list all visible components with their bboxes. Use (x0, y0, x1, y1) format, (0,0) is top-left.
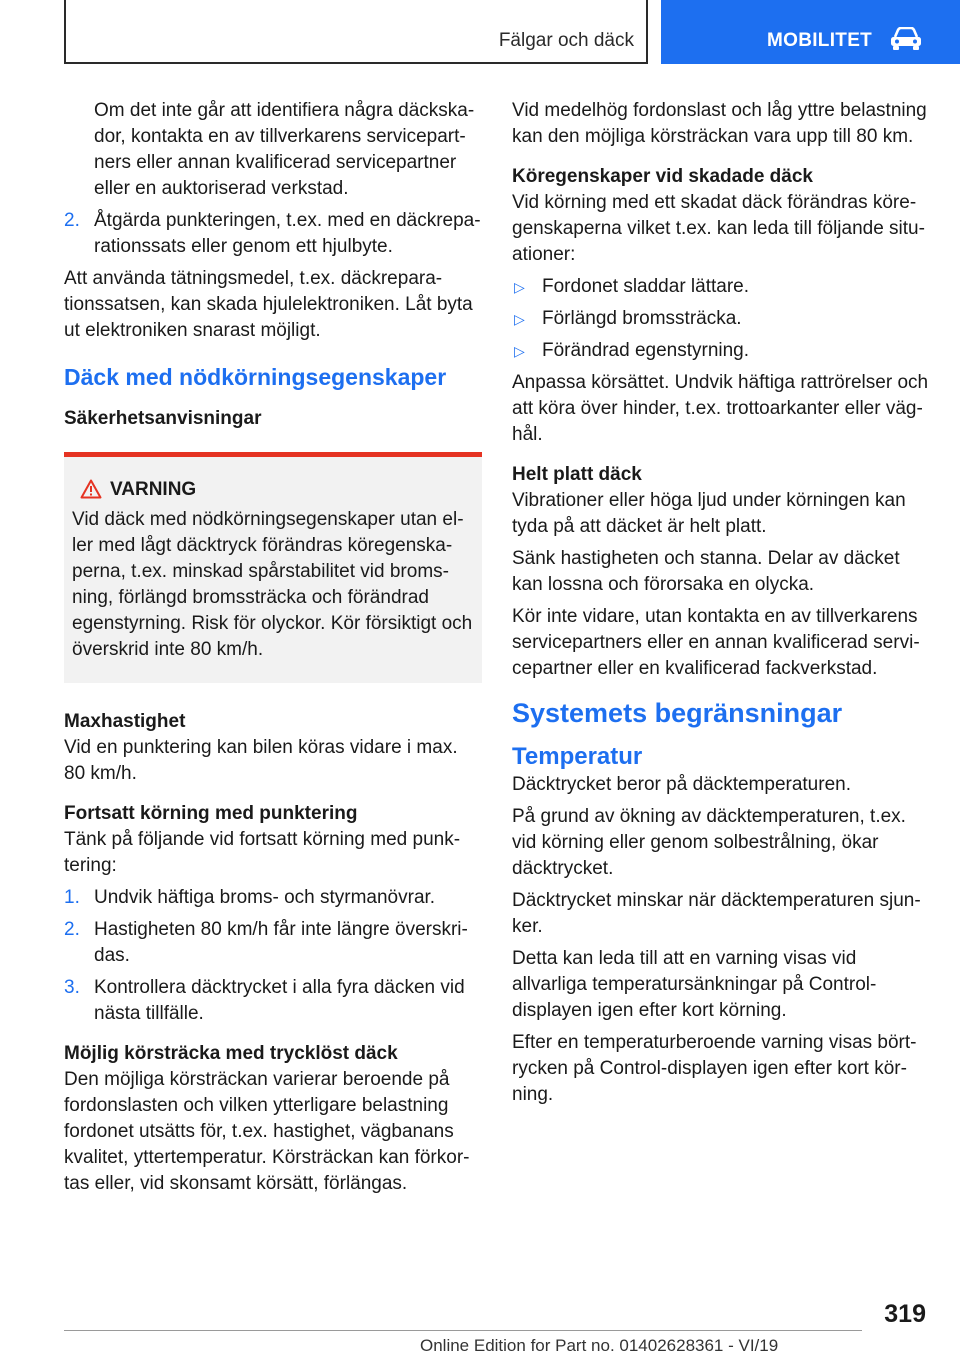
left-column (64, 98, 482, 1203)
list-item-text: Undvik häftiga broms- och styrmanövrar. (94, 887, 436, 908)
subheading: Möjlig körsträcka med trycklöst däck (64, 1043, 398, 1064)
paragraph: Vid en punktering kan bilen köras vidare i max. 80 km/h. (64, 737, 458, 784)
paragraph: På grund av ökning av däcktemperaturen, t.ex. vid körning eller genom solbestrålning, ökar däcktrycket. (512, 806, 906, 879)
warning-text: Vid däck med nödkörningsegenskaper utan eller med lågt däcktryck förändras köregenskaperna, t.ex. minskad spårstabilitet vid bromsning, förlängd bromssträcka och förändrad egenstyrning. Risk för olyckor. Kör försiktigt och överskrid inte 80 km/h. (72, 509, 473, 660)
list-item (64, 885, 482, 911)
bullet-triangle-icon: ▷ (514, 343, 525, 359)
paragraph: Vid körning med ett skadat däck förändras köregenskaperna vilket t.ex. kan leda till följande situationer: (512, 192, 925, 265)
numbered-list (64, 885, 482, 1027)
list-item (64, 975, 482, 1027)
paragraph: Detta kan leda till att en varning visas vid allvarliga temperatursänkningar på Control-displayen igen efter kort körning. (512, 948, 877, 1021)
subheading: Maxhastighet (64, 711, 186, 732)
list-number: 3. (64, 977, 80, 998)
paragraph: Att använda tätningsmedel, t.ex. däckreparationssatsen, kan skada hjulelektroniken. Låt byta ut elektroniken snarast möjligt. (64, 268, 473, 341)
list-item (512, 338, 932, 364)
paragraph: Vibrationer eller höga ljud under körningen kan tyda på att däcket är helt platt. (512, 490, 906, 537)
paragraph: Efter en temperaturberoende varning visas börtrycken på Control-displayen igen efter kort körning. (512, 1032, 917, 1105)
paragraph: Vid medelhög fordonslast och låg yttre belastning kan den möjliga körsträckan vara upp till 80 km. (512, 100, 927, 147)
subsection-heading: Temperatur (512, 743, 643, 770)
edition-note: Online Edition for Part no. 01402628361 - VI/19 (420, 1336, 779, 1355)
list-item (512, 274, 932, 300)
list-item (64, 208, 482, 260)
car-icon (889, 27, 923, 51)
subheading: Helt platt däck (512, 464, 642, 485)
chapter-tab-label: MOBILITET (767, 30, 873, 51)
list-item (64, 917, 482, 969)
paragraph: Däcktrycket minskar när däcktemperaturen sjunker. (512, 890, 921, 937)
right-column (512, 98, 932, 1114)
subheading: Köregenskaper vid skadade däck (512, 166, 813, 187)
page-number: 319 (884, 1300, 926, 1328)
list-number: 2. (64, 919, 80, 940)
paragraph: Om det inte går att identifiera några däckskador, kontakta en av tillverkarens servicepartners eller annan kvalificerad servicepartner eller en auktoriserad verkstad. (94, 100, 475, 199)
bullet-list (512, 274, 932, 364)
list-item-text: Förändrad egenstyrning. (542, 340, 750, 361)
list-item-text: Hastigheten 80 km/h får inte längre överskridas. (94, 919, 468, 966)
warning-triangle-icon (80, 479, 102, 499)
subheading: Fortsatt körning med punktering (64, 803, 358, 824)
paragraph: Tänk på följande vid fortsatt körning med punktering: (64, 829, 461, 876)
list-item-text: Fordonet sladdar lättare. (542, 276, 750, 297)
bullet-triangle-icon: ▷ (514, 311, 525, 327)
chapter-tab[interactable] (661, 0, 960, 64)
bullet-triangle-icon: ▷ (514, 279, 525, 295)
paragraph: Kör inte vidare, utan kontakta en av tillverkarens servicepartners eller en annan kvalificerad servicepartner eller en kvalificerad fackverkstad. (512, 606, 920, 679)
list-item-text: Åtgärda punkteringen, t.ex. med en däckreparationssats eller genom ett hjulbyte. (94, 210, 481, 257)
subheading: Säkerhetsanvisningar (64, 408, 262, 429)
list-number: 1. (64, 887, 80, 908)
header-section-box (64, 0, 648, 64)
warning-box (64, 452, 482, 683)
list-item-text: Förlängd bromssträcka. (542, 308, 742, 329)
paragraph: Den möjliga körsträckan varierar beroende på fordonslasten och vilken ytterligare belastning fordonet utsätts för, t.ex. hastighet, vägbanans kvalitet, yttertemperatur. Körsträckan kan förkortas eller, vid skonsamt körsätt, förlängas. (64, 1069, 470, 1194)
warning-title-text: VARNING (110, 479, 197, 500)
footer-divider (64, 1330, 862, 1331)
section-title: Fälgar och däck (498, 30, 634, 51)
paragraph: Anpassa körsättet. Undvik häftiga rattrörelser och att köra över hinder, t.ex. trottoarkanter eller väghål. (512, 372, 929, 445)
paragraph: Däcktrycket beror på däcktemperaturen. (512, 774, 851, 795)
list-item (512, 306, 932, 332)
section-heading: Systemets begränsningar (512, 698, 843, 728)
warning-title (72, 477, 476, 503)
list-number: 2. (64, 210, 80, 231)
list-item-text: Kontrollera däcktrycket i alla fyra däcken vid nästa tillfälle. (94, 977, 465, 1024)
paragraph: Sänk hastigheten och stanna. Delar av däcket kan lossna och förorsaka en olycka. (512, 548, 900, 595)
section-heading: Däck med nödkörningsegenskaper (64, 364, 447, 390)
